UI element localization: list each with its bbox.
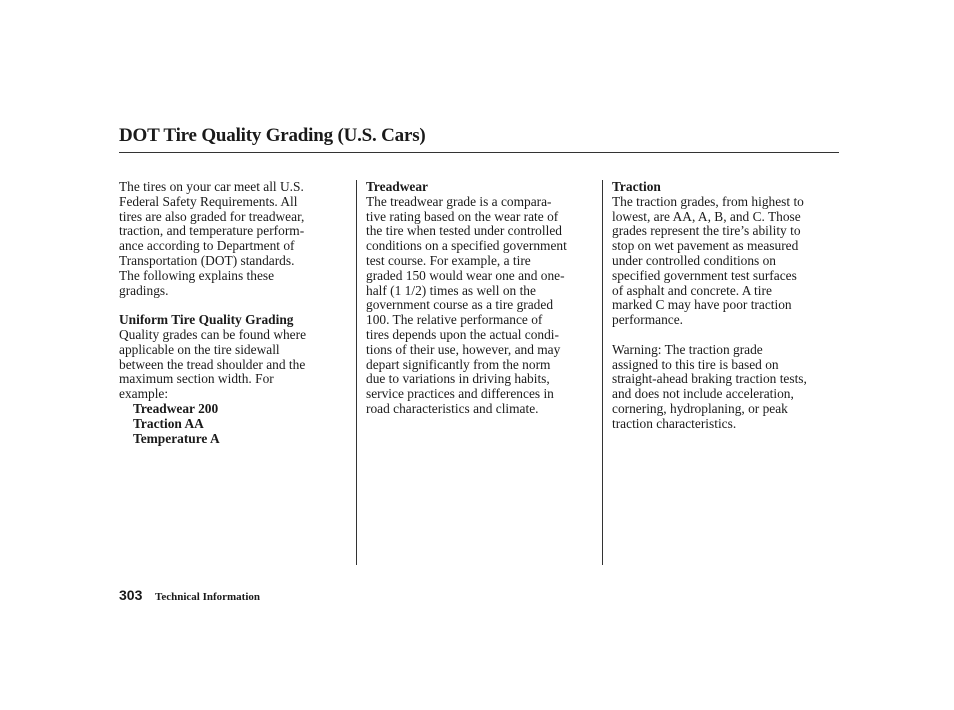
intro-line: traction, and temperature perform-: [119, 223, 305, 239]
treadwear-line: tions of their use, however, and may: [366, 341, 561, 357]
treadwear-line: due to variations in driving habits,: [366, 371, 550, 387]
intro-line: tires are also graded for treadwear,: [119, 208, 305, 224]
traction-line: performance.: [612, 312, 684, 328]
uniform-grading-line: maximum section width. For: [119, 371, 274, 387]
intro-line: gradings.: [119, 282, 169, 298]
warning-line: Warning: The traction grade: [612, 341, 763, 357]
intro-line: Federal Safety Requirements. All: [119, 193, 298, 209]
title-rule: [119, 152, 839, 153]
intro-line: Transportation (DOT) standards.: [119, 252, 295, 268]
treadwear-line: tires depends upon the actual condi-: [366, 326, 559, 342]
column-traction: [612, 180, 842, 432]
section-label: Technical Information: [155, 591, 261, 603]
treadwear-line: 100. The relative performance of: [366, 312, 543, 328]
warning-line: assigned to this tire is based on: [612, 356, 779, 372]
treadwear-line: The treadwear grade is a compara-: [366, 193, 552, 209]
column-treadwear: [366, 180, 598, 417]
treadwear-line: conditions on a specified government: [366, 238, 567, 254]
treadwear-line: depart significantly from the norm: [366, 356, 551, 372]
traction-line: of asphalt and concrete. A tire: [612, 282, 772, 298]
treadwear-line: half (1 1/2) times as well on the: [366, 282, 536, 298]
paragraph-gap: [119, 298, 344, 313]
column-intro: [119, 180, 344, 446]
uniform-grading-line: applicable on the tire sidewall: [119, 341, 280, 357]
warning-line: traction characteristics.: [612, 415, 737, 431]
page-number: 303: [119, 587, 143, 603]
treadwear-line: government course as a tire graded: [366, 297, 554, 313]
traction-line: stop on wet pavement as measured: [612, 238, 799, 254]
uniform-grading-line: between the tread shoulder and the: [119, 356, 306, 372]
treadwear-heading: Treadwear: [366, 179, 428, 194]
traction-line: grades represent the tire’s ability to: [612, 223, 801, 239]
page-title: DOT Tire Quality Grading (U.S. Cars): [119, 125, 426, 146]
treadwear-line: the tire when tested under controlled: [366, 223, 562, 239]
traction-heading: Traction: [612, 179, 661, 194]
uniform-grading-line: Quality grades can be found where: [119, 326, 307, 342]
column-divider: [602, 180, 603, 565]
example-traction: Traction AA: [133, 415, 204, 431]
uniform-grading-heading: Uniform Tire Quality Grading: [119, 312, 294, 328]
example-temperature: Temperature A: [133, 430, 220, 446]
paragraph-gap: [612, 328, 842, 343]
treadwear-line: road characteristics and climate.: [366, 400, 539, 416]
intro-line: The following explains these: [119, 267, 275, 283]
traction-line: lowest, are AA, A, B, and C. Those: [612, 208, 801, 224]
treadwear-line: tive rating based on the wear rate of: [366, 208, 559, 224]
intro-line: The tires on your car meet all U.S.: [119, 179, 304, 194]
column-divider: [356, 180, 357, 565]
example-treadwear: Treadwear 200: [133, 400, 219, 416]
treadwear-line: graded 150 would wear one and one-: [366, 267, 565, 283]
treadwear-line: service practices and differences in: [366, 386, 554, 402]
traction-line: under controlled conditions on: [612, 252, 777, 268]
warning-line: straight-ahead braking traction tests,: [612, 371, 807, 387]
warning-line: and does not include acceleration,: [612, 386, 794, 402]
intro-line: ance according to Department of: [119, 238, 295, 254]
traction-line: marked C may have poor traction: [612, 297, 792, 313]
traction-line: The traction grades, from highest to: [612, 193, 804, 209]
uniform-grading-line: example:: [119, 386, 169, 402]
treadwear-line: test course. For example, a tire: [366, 252, 531, 268]
warning-line: cornering, hydroplaning, or peak: [612, 400, 788, 416]
traction-line: specified government test surfaces: [612, 267, 797, 283]
